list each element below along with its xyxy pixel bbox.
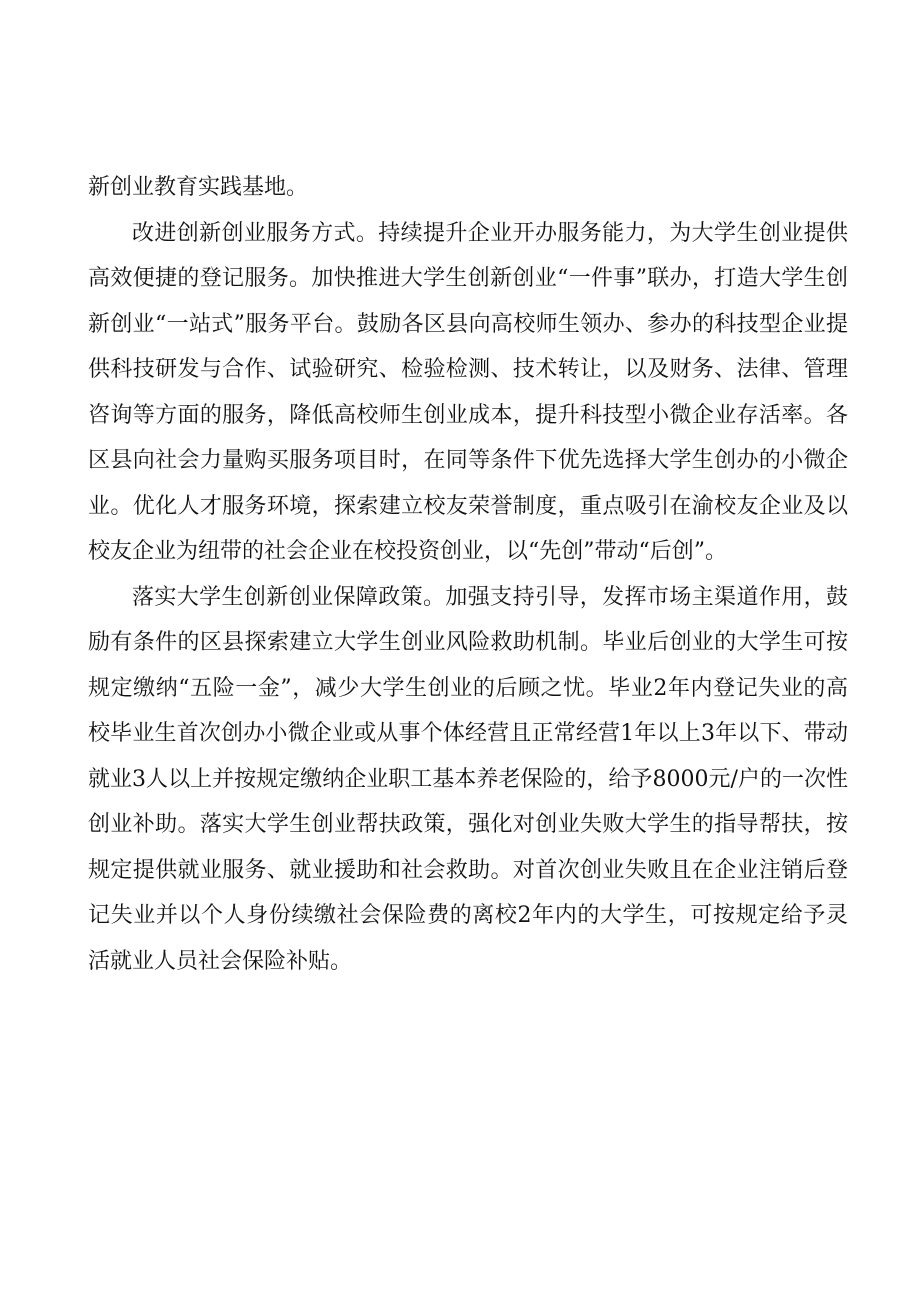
paragraph-guarantee-policy: 落实大学生创新创业保障政策。加强支持引导，发挥市场主渠道作用，鼓励有条件的区县探索建立大学生创业风险救助机制。毕业后创业的大学生可按规定缴纳“五险一金”，减少大学生创业的后顾之忧。毕业2年内登记失业的高校毕业生首次创办小微企业或从事个体经营且正常经营1年以上3年以下、带动就业3人以上并按规定缴纳企业职工基本养老保险的，给予8000元/户的一次性创业补助。落实大学生创业帮扶政策，强化对创业失败大学生的指导帮扶，按规定提供就业服务、就业援助和社会救助。对首次创业失败且在企业注销后登记失业并以个人身份续缴社会保险费的离校2年内的大学生，可按规定给予灵活就业人员社会保险补贴。 bbox=[88, 584, 848, 974]
paragraph-service-methods: 改进创新创业服务方式。持续提升企业开办服务能力，为大学生创业提供高效便捷的登记服务。加快推进大学生创新创业“一件事”联办，打造大学生创新创业“一站式”服务平台。鼓励各区县向高校师生领办、参办的科技型企业提供科技研发与合作、试验研究、检验检测、技术转让，以及财务、法律、管理咨询等方面的服务，降低高校师生创业成本，提升科技型小微企业存活率。各区县向社会力量购买服务项目时，在同等条件下优先选择大学生创办的小微企业。优化人才服务环境，探索建立校友荣誉制度，重点吸引在渝校友企业及以校友企业为纽带的社会企业在校投资创业，以“先创”带动“后创”。 bbox=[88, 220, 848, 564]
paragraph-continuation: 新创业教育实践基地。 bbox=[88, 175, 309, 200]
body-text bbox=[88, 165, 848, 984]
